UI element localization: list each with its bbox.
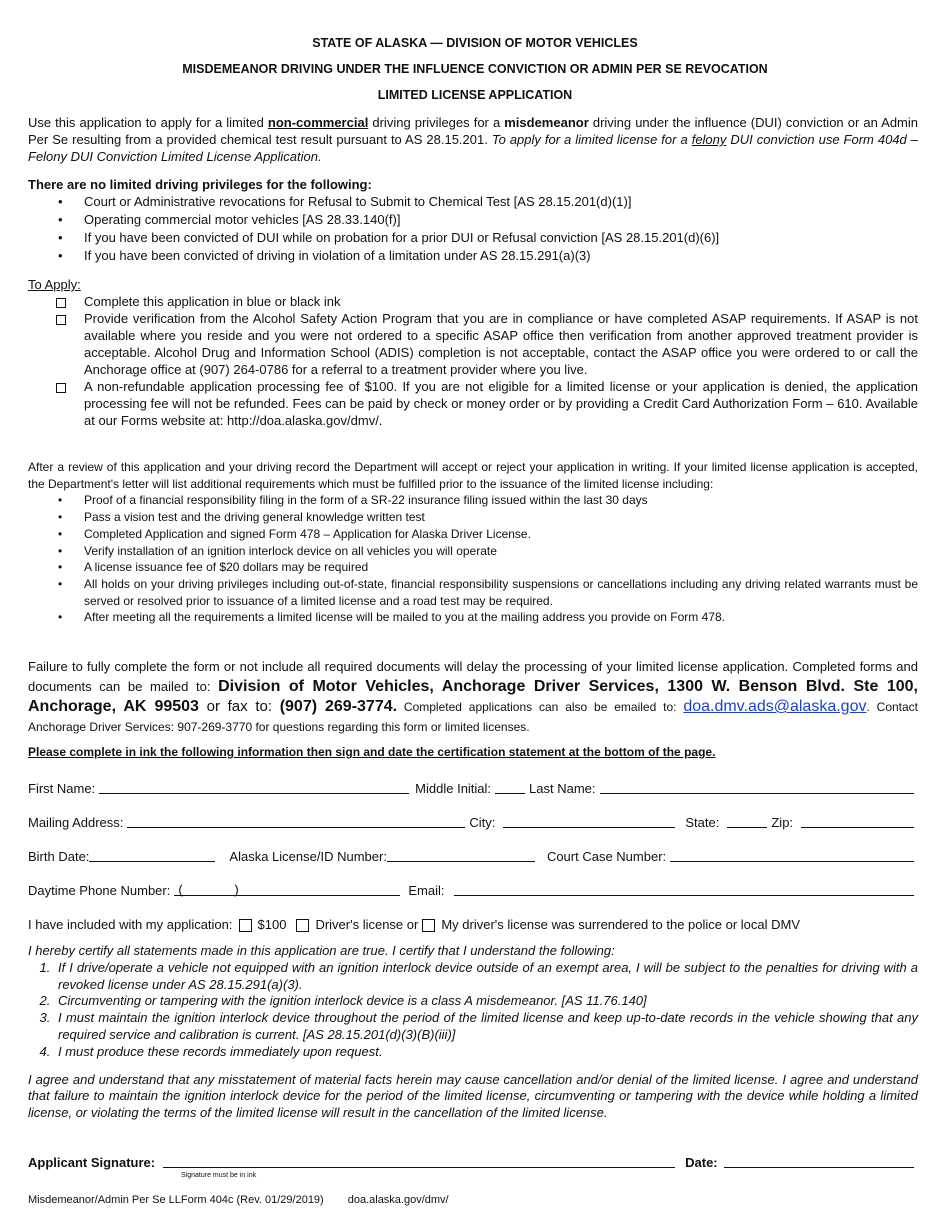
list-item: • After meeting all the requirements a limited license will be mailed to you at the mailing address you provide on Form 478. <box>28 609 918 626</box>
list-item: • Pass a vision test and the driving general knowledge written test <box>28 509 918 526</box>
review-section: After a review of this application and your driving record the Department will accept or reject your application in writing. If your limited license application is accepted, the Department's letter will list additional requirements which must be fulfilled prior to the issuance of the limited license including: • Proof of a financial responsibility filing in the form of a SR-22 insurance filing issued within the last 30 days • Pass a vision test and the driving general knowledge written test • Completed Application and signed Form 478 – Application for Alaska Driver License. • Verify installation of an ignition interlock device on all vehicles you will operate • A license issuance fee of $20 dollars may be required • All holds on your driving privileges including out-of-state, financial responsibility suspensions or cancellations including any driving related warrants must be served or resolved prior to issuance of a limited license and a road test may be required. • After meeting all the requirements a limited license will be mailed to you at the mailing address you provide on Form 478. <box>28 459 918 626</box>
contact-paragraph: Failure to fully complete the form or not include all required documents will delay the processing of your limited license application. Completed forms and documents can be mailed to: Division of Motor Vehicles, Anchorage Driver Services, 1300 W. Benson Blvd. Ste 100, Anchorage, AK 99503 or fax to: (907) 269-3774. Completed applications can also be emailed to: doa.dmv.ads@alaska.gov. Contact Anchorage Driver Services: 907-269-3770 for questions regarding this form or limited licenses. <box>28 659 919 734</box>
checklist-item: Provide verification from the Alcohol Safety Action Program that you are in compliance or have completed ASAP requirements. If ASAP is not available where you reside and you were not ordered to a specific ASAP office then verification from another approved treatment provider is acceptable. Alcohol Drug and Information School (ADIS) completion is not acceptable, contact the ASAP office you were ordered to or call the Anchorage office at (907) 264-0786 for a referral to a treatment provider where you live. <box>28 310 918 378</box>
middle-initial-field[interactable] <box>495 780 525 794</box>
city-field[interactable] <box>503 814 675 828</box>
license-surrendered-checkbox[interactable] <box>422 919 435 932</box>
certification-item: 3. I must maintain the ignition interlock device throughout the period of the limited license and keep up-to-date records in the vehicle showing that any required service and calibration is current. [AS 28.15.201(d)(3)(B)(iii)] <box>54 1010 918 1044</box>
list-item: • Verify installation of an ignition interlock device on all vehicles you will operate <box>28 543 918 560</box>
no-privileges-heading: There are no limited driving privileges for the following: <box>28 177 372 192</box>
list-item: • Proof of a financial responsibility filing in the form of a SR-22 insurance filing issued within the last 30 days <box>28 492 918 509</box>
list-item: • Operating commercial motor vehicles [AS 28.33.140(f)] <box>28 211 918 229</box>
to-apply-heading: To Apply: <box>28 277 81 292</box>
mailing-address-field[interactable] <box>127 814 465 828</box>
list-item: • Court or Administrative revocations for Refusal to Submit to Chemical Test [AS 28.15.201(d)(1)] <box>28 193 918 211</box>
last-name-field[interactable] <box>600 780 914 794</box>
date-field[interactable] <box>724 1154 914 1168</box>
list-item: • If you have been convicted of driving in violation of a limitation under AS 28.15.291(a)(3) <box>28 247 918 265</box>
footer: Misdemeanor/Admin Per Se LLForm 404c (Rev. 01/29/2019) doa.alaska.gov/dmv/ <box>28 1194 449 1206</box>
email-field[interactable] <box>454 882 914 896</box>
court-case-field[interactable] <box>670 848 914 862</box>
certification-section: I hereby certify all statements made in this application are true. I certify that I understand the following: 1. If I drive/operate a vehicle not equipped with an ignition interlock device outside of an exempt area, I will be subject to the penalties for driving with a revoked license under AS 28.15.291(a)(3). 2. Circumventing or tampering with the ignition interlock device is a class A misdemeanor. [AS 11.76.140] 3. I must maintain the ignition interlock device throughout the period of the limited license and keep up-to-date records in the vehicle showing that any required service and calibration is current. [AS 28.15.201(d)(3)(B)(iii)] 4. I must produce these records immediately upon request. I agree and understand that any misstatement of material facts herein may cause cancellation and/or denial of the limited license. I agree and understand that failure to maintain the ignition interlock device for the period of the limited license, circumventing or tampering with the device while holding a limited license, or violating the terms of the limited license will result in the cancellation of the limited license. <box>28 943 918 1122</box>
footer-url: doa.alaska.gov/dmv/ <box>347 1194 449 1206</box>
agreement-text: I agree and understand that any misstatement of material facts herein may cause cancellation and/or denial of the limited license. I agree and understand that failure to maintain the ignition interlock device for the period of the limited license, circumventing or tampering with the device while holding a limited license, or violating the terms of the limited license will result in the cancellation of the limited license. <box>28 1071 918 1121</box>
to-apply-section <box>28 276 918 429</box>
checklist-item: Complete this application in blue or black ink <box>28 293 918 310</box>
signature-row: Applicant Signature: Date: Signature must be in ink <box>28 1152 918 1179</box>
list-item: • All holds on your driving privileges including out-of-state, financial responsibility suspensions or cancellations including any driving related warrants must be served or resolved prior to issuance of a limited license and a road test may be required. <box>28 576 918 609</box>
drivers-license-checkbox[interactable] <box>296 919 309 932</box>
list-item: • A license issuance fee of $20 dollars may be required <box>28 559 918 576</box>
header-agency: STATE OF ALASKA — DIVISION OF MOTOR VEHICLES <box>312 36 638 50</box>
header-subtitle: MISDEMEANOR DRIVING UNDER THE INFLUENCE CONVICTION OR ADMIN PER SE REVOCATION <box>182 62 768 76</box>
certification-item: 4. I must produce these records immediately upon request. <box>54 1044 918 1061</box>
applicant-form: First Name: Middle Initial: Last Name: Mailing Address: City: State: Zip: Birth Date: Alaska License/ID Number: Court Case Number: Daytime Phone Number: ( ) Email: I have included with my application: $100 Driver's license or My driver's license was surrendered to the police or local DMV <box>28 778 918 932</box>
license-number-field[interactable] <box>387 848 535 862</box>
instruction-text: Please complete in ink the following information then sign and date the certification statement at the bottom of the page. <box>28 745 716 759</box>
birth-date-field[interactable] <box>89 848 215 862</box>
email-link[interactable]: doa.dmv.ads@alaska.gov <box>683 698 867 715</box>
certification-item: 1. If I drive/operate a vehicle not equipped with an ignition interlock device outside of an exempt area, I will be subject to the penalties for driving with a revoked license under AS 28.15.291(a)(3). <box>54 960 918 994</box>
signature-note: Signature must be in ink <box>181 1172 257 1179</box>
first-name-field[interactable] <box>99 780 409 794</box>
no-privileges-section <box>28 176 918 265</box>
certification-item: 2. Circumventing or tampering with the ignition interlock device is a class A misdemeanor. [AS 11.76.140] <box>54 993 918 1010</box>
zip-field[interactable] <box>801 814 914 828</box>
signature-field[interactable] <box>163 1154 675 1168</box>
phone-field[interactable]: ( ) <box>174 882 400 896</box>
intro-paragraph: Use this application to apply for a limited non-commercial driving privileges for a misdemeanor driving under the influence (DUI) conviction or an Admin Per Se resulting from a provided chemical test result pursuant to AS 28.15.201. To apply for a limited license for a felony DUI conviction use Form 404d – Felony DUI Conviction Limited License Application. <box>28 115 919 164</box>
list-item: • Completed Application and signed Form 478 – Application for Alaska Driver License. <box>28 526 918 543</box>
state-field[interactable] <box>727 814 767 828</box>
list-item: • If you have been convicted of DUI while on probation for a prior DUI or Refusal conviction [AS 28.15.201(d)(6)] <box>28 229 918 247</box>
fee-checkbox[interactable] <box>239 919 252 932</box>
checklist-item: A non-refundable application processing fee of $100. If you are not eligible for a limited license or your application is denied, the application processing fee will not be refunded. Fees can be paid by check or money order or by providing a Credit Card Authorization Form – 610. Available at our Forms website at: http://doa.alaska.gov/dmv/. <box>28 378 918 429</box>
header-title: LIMITED LICENSE APPLICATION <box>377 88 573 102</box>
